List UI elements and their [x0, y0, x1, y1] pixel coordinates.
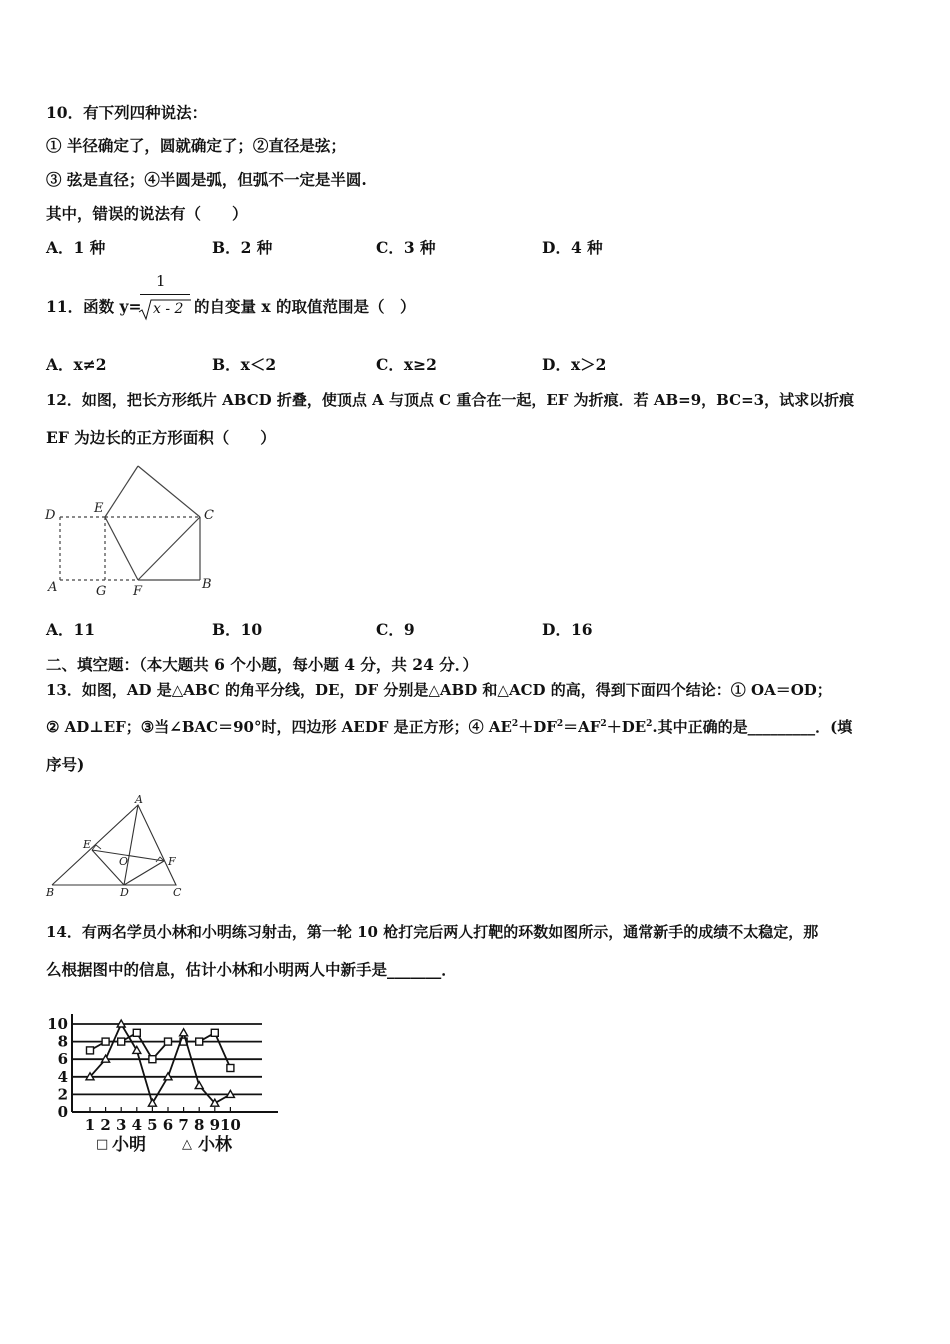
- series-line-1: [90, 1033, 230, 1068]
- point-xiaolin: [117, 1020, 125, 1027]
- x-tick-label: 1: [84, 1116, 96, 1134]
- point-xiaoming: [87, 1047, 94, 1054]
- q11-option-b: B．x＜2: [212, 355, 277, 374]
- q12-stem-line1: 12．如图，把长方形纸片 ABCD 折叠，使顶点 A 与顶点 C 重合在一起，EF 为折痕．若 AB=9，BC=3，试求以折痕: [46, 391, 855, 409]
- y-tick-label: 2: [57, 1085, 68, 1104]
- legend-label: 小明: [112, 1135, 146, 1155]
- q13-label-c: C: [173, 886, 182, 899]
- q12-label-g: G: [96, 584, 107, 599]
- q10-question: 其中，错误的说法有（ ）: [46, 204, 248, 223]
- point-xiaolin: [148, 1099, 156, 1106]
- q10-statement-2: ③ 弦是直径；④半圆是弧，但弧不一定是半圆.: [46, 170, 367, 189]
- y-tick-label: 6: [57, 1050, 68, 1069]
- q14-shooting-line-chart: [44, 1000, 289, 1160]
- point-xiaolin: [102, 1055, 110, 1062]
- x-tick-label: 4: [131, 1116, 143, 1134]
- q11-fraction: [136, 272, 192, 322]
- q13-triangle-figure: [40, 790, 200, 902]
- q13-label-f: F: [168, 855, 176, 868]
- point-xiaoming: [165, 1038, 172, 1045]
- q13-label-d: D: [120, 886, 129, 899]
- x-tick-label: 2: [100, 1116, 111, 1134]
- point-xiaoming: [196, 1038, 203, 1045]
- q13-label-e: E: [83, 838, 92, 851]
- point-xiaoming: [227, 1065, 234, 1072]
- q12-label-b: B: [202, 577, 212, 592]
- x-tick-label: 5: [147, 1116, 158, 1134]
- q13-label-o: O: [119, 855, 129, 868]
- point-xiaoming: [149, 1056, 156, 1063]
- y-tick-label: 4: [57, 1067, 68, 1086]
- point-xiaolin: [180, 1029, 188, 1036]
- q12-label-a: A: [48, 580, 58, 595]
- point-xiaolin: [133, 1046, 141, 1053]
- q11-fraction-denominator: x - 2: [153, 301, 184, 317]
- x-tick-label: 3: [115, 1116, 127, 1134]
- q14-line1: 14．有两名学员小林和小明练习射击，第一轮 10 枪打完后两人打靶的环数如图所示，通常新手的成绩不太稳定，那: [46, 923, 819, 941]
- q12-stem-line2: EF 为边长的正方形面积（ ）: [46, 428, 276, 447]
- point-xiaoming: [211, 1029, 218, 1036]
- x-tick-label: 7: [178, 1116, 189, 1134]
- q11-option-a: A．x≠2: [46, 355, 107, 374]
- q12-label-f: F: [133, 584, 143, 599]
- q13-label-a: A: [135, 793, 143, 806]
- x-tick-label: 9: [209, 1116, 221, 1134]
- q12-fold-figure: [40, 458, 230, 603]
- q12-label-c: C: [204, 508, 214, 523]
- q10-statement-1: ① 半径确定了，圆就确定了；②直径是弦；: [46, 136, 346, 155]
- q13-line1: 13．如图，AD 是△ABC 的角平分线，DE，DF 分别是△ABD 和△ACD 的高，得到下面四个结论：① OA＝OD；: [46, 681, 832, 699]
- x-tick-label: 10: [219, 1116, 241, 1134]
- point-xiaoming: [133, 1029, 140, 1036]
- x-tick-label: 8: [193, 1116, 205, 1134]
- q12-option-c: C．9: [376, 620, 415, 639]
- q14-line2: 么根据图中的信息，估计小林和小明两人中新手是_______．: [46, 960, 457, 979]
- point-xiaoming: [102, 1038, 109, 1045]
- y-tick-label: 8: [57, 1032, 68, 1051]
- q10-option-d: D．4 种: [542, 238, 603, 257]
- q12-label-e: E: [94, 501, 104, 516]
- point-xiaolin: [164, 1073, 172, 1080]
- q10-option-b: B．2 种: [212, 238, 273, 257]
- q11-option-d: D．x＞2: [542, 355, 607, 374]
- q12-option-a: A．11: [46, 620, 96, 639]
- legend-symbol: □: [96, 1137, 109, 1152]
- q13-label-b: B: [46, 886, 55, 899]
- point-xiaoming: [118, 1038, 125, 1045]
- q10-option-a: A．1 种: [46, 238, 106, 257]
- q12-option-b: B．10: [212, 620, 263, 639]
- q13-line2: ② AD⊥EF；③当∠BAC＝90°时，四边形 AEDF 是正方形；④ $AE^2+DF^2=AF^2+DE^2$.其中正确的是_________．(填: [46, 718, 853, 736]
- section-heading: 二、填空题：（本大题共 6 个小题，每小题 4 分，共 24 分．）: [46, 655, 479, 674]
- q13-line3: 序号): [46, 755, 85, 774]
- legend-symbol: △: [182, 1137, 192, 1152]
- q11-stem-suffix: 的自变量 x 的取值范围是（ ）: [194, 297, 416, 316]
- q12-label-d: D: [45, 508, 56, 523]
- q10-option-c: C．3 种: [376, 238, 436, 257]
- q12-option-d: D．16: [542, 620, 593, 639]
- legend-label: 小林: [198, 1135, 232, 1155]
- x-tick-label: 6: [162, 1116, 174, 1134]
- q11-option-c: C．x≥2: [376, 355, 437, 374]
- point-xiaolin: [226, 1090, 234, 1097]
- point-xiaolin: [195, 1082, 203, 1089]
- q11-fraction-numerator: 1: [156, 272, 166, 290]
- y-tick-label: 10: [47, 1015, 68, 1033]
- y-tick-label: 0: [57, 1103, 68, 1121]
- q10-stem: 10．有下列四种说法：: [46, 103, 208, 122]
- q11-stem-prefix: 11．函数 y=: [46, 297, 142, 316]
